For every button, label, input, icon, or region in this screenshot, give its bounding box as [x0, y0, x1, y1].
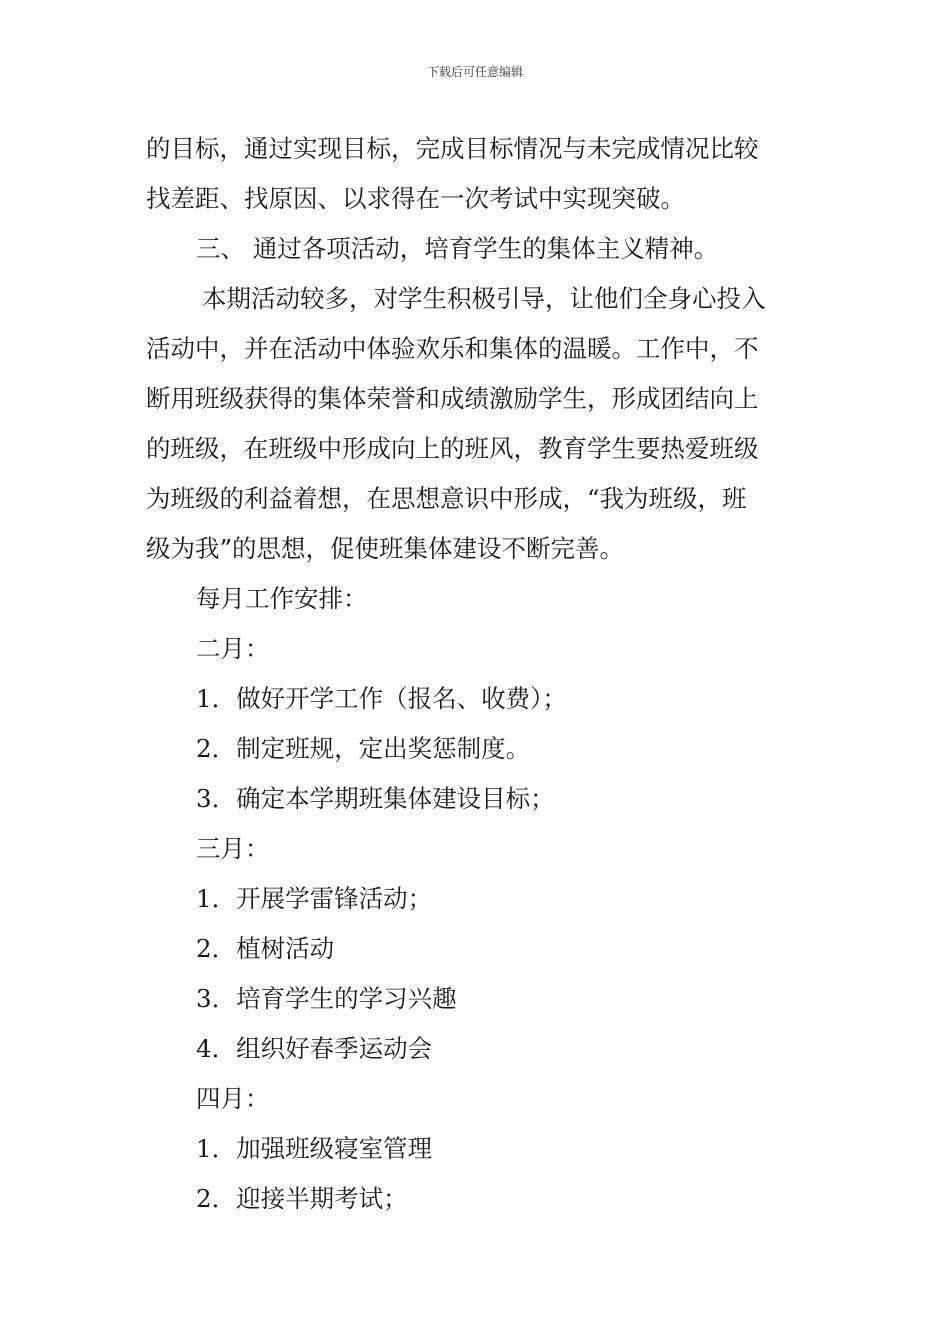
list-item: 3．确定本学期班集体建设目标； — [196, 784, 555, 813]
list-item: 2．制定班规，定出奖惩制度。 — [196, 734, 531, 763]
body-line: 为班级的利益着想，在思想意识中形成，“我为班级，班 — [146, 484, 747, 513]
list-item: 2．迎接半期考试； — [196, 1184, 408, 1213]
body-line: 的班级，在班级中形成向上的班风，教育学生要热爱班级 — [146, 434, 759, 463]
body-line: 本期活动较多，对学生积极引导，让他们全身心投入 — [202, 284, 766, 313]
list-item: 1．做好开学工作（报名、收费）； — [196, 684, 567, 713]
list-item: 1．加强班级寝室管理 — [196, 1134, 433, 1163]
list-item: 2．植树活动 — [196, 934, 335, 963]
body-line: 活动中，并在活动中体验欢乐和集体的温暖。工作中，不 — [146, 334, 759, 363]
body-line: 断用班级获得的集体荣誉和成绩激励学生，形成团结向上 — [146, 384, 759, 413]
schedule-heading: 每月工作安排： — [196, 584, 368, 613]
section-heading: 三、 通过各项活动，培育学生的集体主义精神。 — [196, 234, 719, 263]
month-heading: 四月： — [196, 1084, 270, 1113]
document-body — [146, 124, 808, 1224]
list-item: 4．组织好春季运动会 — [196, 1034, 433, 1063]
body-line: 级为我”的思想，促使班集体建设不断完善。 — [146, 534, 625, 563]
body-line: 的目标，通过实现目标，完成目标情况与未完成情况比较 — [146, 134, 759, 163]
header-note: 下载后可任意编辑 — [426, 65, 523, 79]
list-item: 3．培育学生的学习兴趣 — [196, 984, 457, 1013]
list-item: 1．开展学雷锋活动； — [196, 884, 433, 913]
body-line: 找差距、找原因、以求得在一次考试中实现突破。 — [146, 184, 685, 213]
month-heading: 二月： — [196, 634, 270, 663]
month-heading: 三月： — [196, 834, 270, 863]
